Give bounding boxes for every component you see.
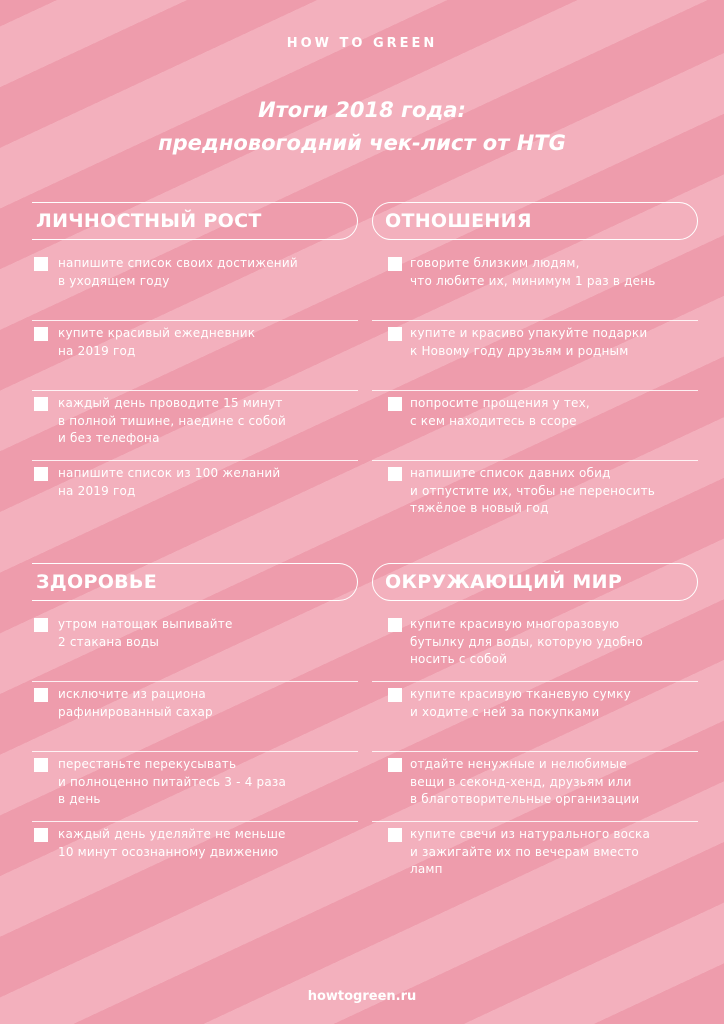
checkbox[interactable] [34, 688, 48, 702]
checklist-item-text: говорите близким людям, что любите их, минимум 1 раз в день [410, 256, 656, 288]
checklist-item [372, 612, 698, 682]
checklist-item-text: купите красивый ежедневник на 2019 год [58, 326, 256, 358]
checklist-item [372, 461, 698, 531]
checklist-item-text: каждый день уделяйте не меньше 10 минут осознанному движению [58, 827, 286, 859]
checklist-item-text: купите красивую тканевую сумку и ходите с ней за покупками [410, 687, 631, 719]
checklist-item-text: отдайте ненужные и нелюбимые вещи в секонд-хенд, друзьям или в благотворительные организации [410, 757, 640, 806]
brand-logo-text: HOW TO GREEN [286, 36, 438, 51]
checkbox[interactable] [34, 828, 48, 842]
footer-website: howtogreen.ru [307, 989, 417, 1004]
checklist [32, 612, 358, 892]
checklist-item [32, 752, 358, 822]
checklist-item-text: напишите список давних обид и отпустите их, чтобы не переносить тяжёлое в новый год [410, 466, 656, 515]
checklist-item-text: купите свечи из натурального воска и зажигайте их по вечерам вместо ламп [410, 827, 650, 876]
checklist [372, 251, 698, 531]
checkbox[interactable] [34, 758, 48, 772]
checklist-item-text: попросите прощения у тех, с кем находитесь в ссоре [410, 396, 590, 428]
checklist-item [32, 461, 358, 531]
checklist-item [372, 391, 698, 461]
checkbox[interactable] [34, 257, 48, 271]
checklist-item [32, 822, 358, 892]
checklist-item-text: исключите из рациона рафинированный сахар [58, 687, 213, 719]
checklist-item [32, 682, 358, 752]
checkbox[interactable] [388, 758, 402, 772]
checklist-item [32, 391, 358, 461]
section-health [32, 563, 358, 892]
section-relationships [372, 202, 698, 531]
checklist [32, 251, 358, 531]
checklist-item [372, 822, 698, 892]
checklist-item-text: перестаньте перекусывать и полноценно питайтесь 3 - 4 раза в день [58, 757, 287, 806]
checklist-item-text: напишите список своих достижений в уходящем году [58, 256, 298, 288]
checklist-item [372, 321, 698, 391]
checklist-item-text: напишите список из 100 желаний на 2019 год [58, 466, 281, 498]
section-header: ОКРУЖАЮЩИЙ МИР [372, 563, 698, 601]
checklist-item-text: купите и красиво упакуйте подарки к Новому году друзьям и родным [410, 326, 648, 358]
checklist-item [372, 682, 698, 752]
checkbox[interactable] [388, 828, 402, 842]
section-header: ЛИЧНОСТНЫЙ РОСТ [32, 202, 358, 240]
checklist-item [372, 251, 698, 321]
checkbox[interactable] [388, 257, 402, 271]
page-title [0, 94, 724, 160]
checklist [372, 612, 698, 892]
checklist-item [372, 752, 698, 822]
checklist-item [32, 321, 358, 391]
checkbox[interactable] [388, 688, 402, 702]
checklist-item-text: утром натощак выпивайте 2 стакана воды [58, 617, 233, 649]
checkbox[interactable] [34, 618, 48, 632]
checklist-item-text: каждый день проводите 15 минут в полной тишине, наедине с собой и без телефона [58, 396, 286, 445]
checkbox[interactable] [388, 618, 402, 632]
checkbox[interactable] [388, 397, 402, 411]
checklist-item [32, 612, 358, 682]
section-environment [372, 563, 698, 892]
section-personal-growth [32, 202, 358, 531]
title-line-2: предновогодний чек-лист от HTG [158, 131, 566, 155]
checkbox[interactable] [388, 467, 402, 481]
section-header: ОТНОШЕНИЯ [372, 202, 698, 240]
section-header: ЗДОРОВЬЕ [32, 563, 358, 601]
checklist-item-text: купите красивую многоразовую бутылку для воды, которую удобно носить с собой [410, 617, 643, 666]
checkbox[interactable] [388, 327, 402, 341]
checkbox[interactable] [34, 327, 48, 341]
checkbox[interactable] [34, 467, 48, 481]
checklist-item [32, 251, 358, 321]
checkbox[interactable] [34, 397, 48, 411]
title-line-1: Итоги 2018 года: [258, 98, 466, 122]
